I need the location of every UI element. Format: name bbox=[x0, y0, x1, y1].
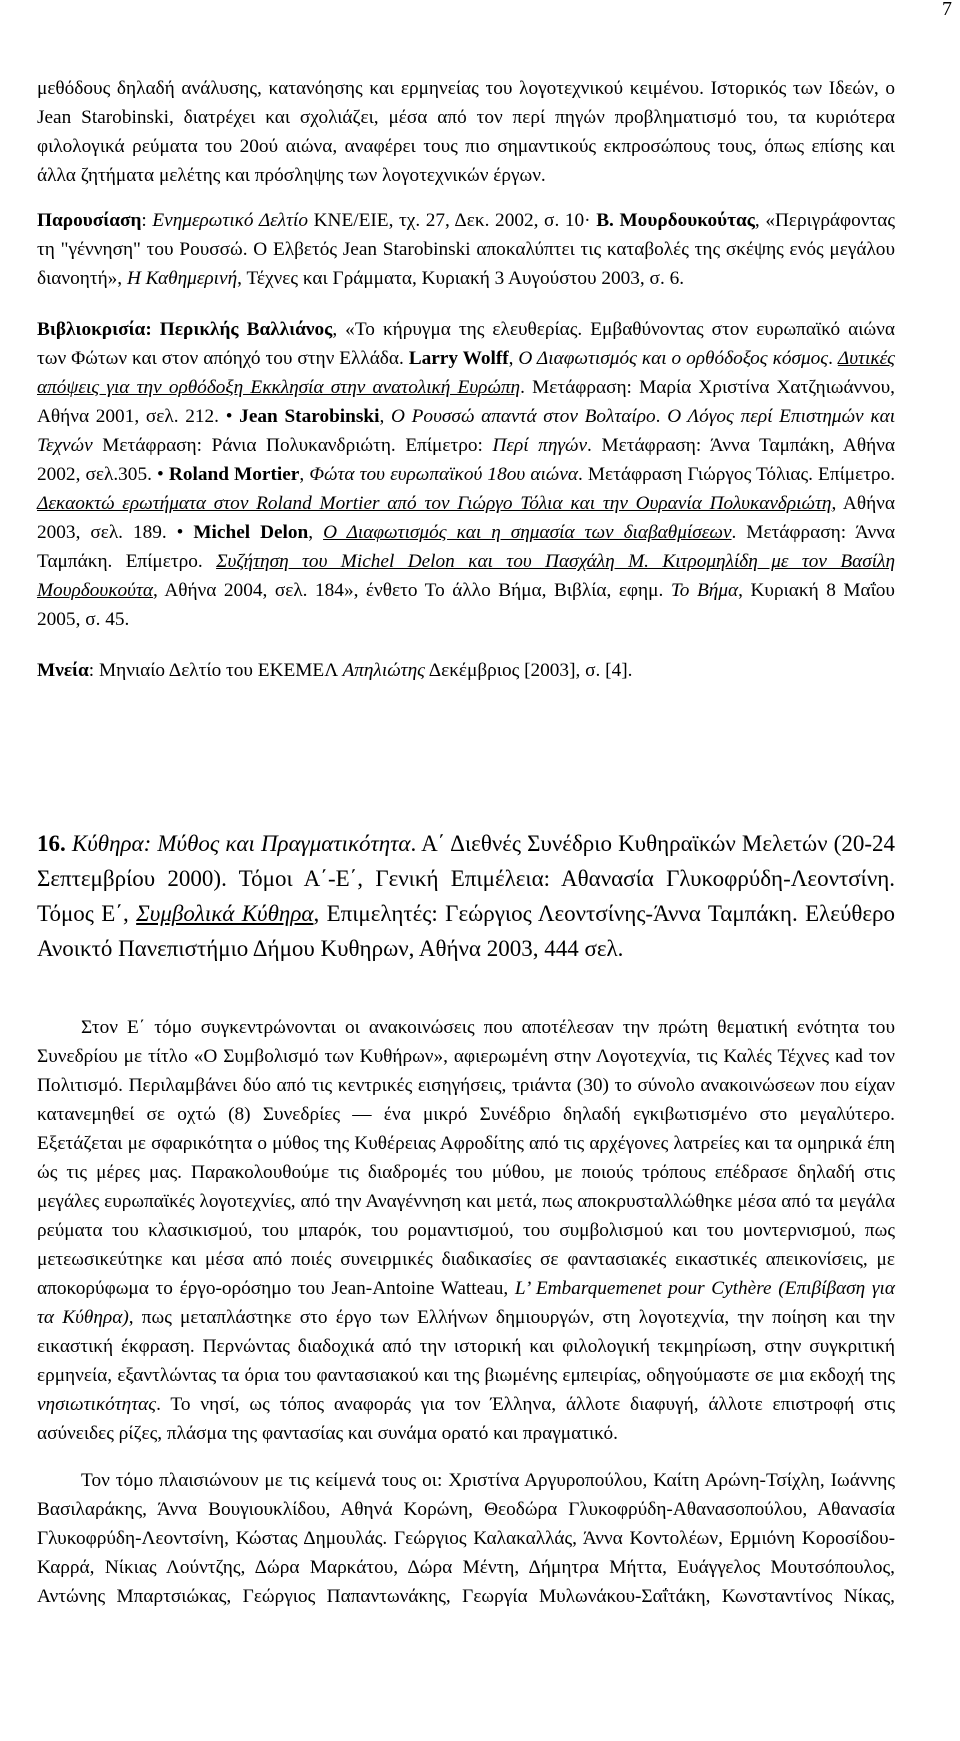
author-name: Jean Starobinski bbox=[239, 406, 380, 427]
journal-title: Απηλιώτης bbox=[342, 660, 425, 681]
author-name: Roland Mortier bbox=[168, 464, 300, 485]
presentation-label: Παρουσίαση bbox=[37, 210, 142, 231]
book-title: Περί πηγών bbox=[492, 435, 588, 456]
page-number: 7 bbox=[942, 0, 952, 20]
author-name: Michel Delon bbox=[193, 522, 309, 543]
volume-title: Συμβολικά Κύθηρα bbox=[136, 901, 314, 926]
newspaper-title: Η Καθημερινή bbox=[126, 268, 238, 289]
paragraph-starobinski: μεθόδους δηλαδή ανάλυσης, κατανόησης και ερμηνείας του λογοτεχνικού κειμένου. Ιστορικός των Ιδεών, ο Jean Starobinski, διατρέχει και σχολιάζει, μέσα από τον περί πηγών προβληματισμό του, τα κυριότερα φιλολογικά ρεύματα του 20ού αιώνα, αναφέρει τους πιο σημαντικούς εκπροσώπους τους, όπως επίσης και άλλα ζητήματα μελέτης και πρόσληψης των λογοτεχνικών έργων. bbox=[37, 78, 895, 186]
mention-label: Μνεία bbox=[37, 660, 89, 681]
paragraph-mention: Μνεία: Μηνιαίο Δελτίο του ΕΚΕΜΕΛ Απηλιώτης Δεκέμβριος [2003], σ. [4]. bbox=[37, 660, 633, 681]
paragraph-volume-summary: Στον Ε΄ τόμο συγκεντρώνονται οι ανακοινώσεις που αποτέλεσαν την πρώτη θεματική ενότητα του Συνεδρίου με τίτλο «Ο Συμβολισμό των Κυθήρων», αφιερωμένη στην Λογοτεχνία, τις Καλές Τέχνες κad τον Πολιτισμό. Περιλαμβάνει δύο από τις κεντρικές εισηγήσεις, τριάντα (30) το σύνολο ανακοινώσεων που είχαν κατανεμηθεί σε οχτώ (8) Συνεδρίες — ένα μικρό Συνέδριο δηλαδή εγκιβωτισμένο στο μεγαλύτερο. Εξετάζεται με σφαρικότητα ο μύθος της Κυθέρειας Αφροδίτης από τις αρχέγονες λατρείες και τα ομηρικά έπη ώς τις μέρες μας. Παρακολουθούμε τις διαδρομές του μύθου, με ποιούς τρόπους επέδρασε δηλαδή στις μεγάλες ευρωπαϊκές λογοτεχνίες, από την Αναγέννηση και μετά, πως αποκρυσταλλώθηκε μέσα από τα μεγάλα ρεύματα του κλασικισμού, του μπαρόκ, του ρομαντισμού, του συμβολισμού και του μοντερνισμού, πως μετεωσικεύτηκε και μέσα από ποιές συνειρμικές διαδικασίες σε φαντασιακές εικαστικές απεικονίσεις, με αποκορύφωμα το έργο-ορόσημο του Jean-Antoine Watteau, L’ Embarquemenet pour Cythère (Επιβίβαση για τα Κύθηρα), πως μεταπλάστηκε στο έργο των Ελλήνων δημιουργών, στη λογοτεχνία, την ποίηση και την εικαστική έκφραση. Περνώντας διαδοχικά από την ιστορική και φιλολογική τεκμηρίωση, στην συγκριτική ερμηνεία, εξαντλώντας τα όρια του φαντασιακού και της βιωμένης εμπειρίας, οδηγούμαστε σε μια εκδοχή της νησιωτικότητας. Το νησί, ως τόπος αναφοράς για τον Έλληνα, άλλοτε διαφυγή, άλλοτε επιστροφή στις ασύνειδες ρίζες, πλάσμα της φαντασίας και συνάμα ορατό και πραγματικό. bbox=[37, 1017, 895, 1444]
book-title: Φώτα του ευρωπαϊκού 18ου αιώνα bbox=[309, 464, 578, 485]
book-title: Ο Διαφωτισμός και η σημασία των διαβαθμίσεων bbox=[323, 522, 732, 543]
book-title: Ο Διαφωτισμός και ο ορθόδοξος κόσμος bbox=[518, 348, 829, 369]
book-subtitle: Δυτικές απόψεις για την ορθόδοξη Εκκλησία στην ανατολική Ευρώπη bbox=[37, 348, 895, 398]
journal-title: Ενημερωτικό Δελτίο bbox=[152, 210, 309, 231]
artwork-title: L’ Embarquemenet pour Cythère (Επιβίβαση για τα Κύθηρα) bbox=[37, 1278, 895, 1328]
author-name: Larry Wolff bbox=[408, 348, 509, 369]
book-title: Συζήτηση του Michel Delon και του Πασχάλη Μ. Κιτρομηλίδη με τον Βασίλη Μουρδουκούτα bbox=[37, 551, 896, 601]
key-term: νησιωτικότητας bbox=[37, 1394, 157, 1415]
paragraph-contributors: Τον τόμο πλαισιώνουν με τις κείμενά τους οι: Χριστίνα Αργυροπούλου, Καίτη Αρώνη-Τσίχλη, Ιωάννης Βασιλαράκης, Άννα Βουγιουκλίδου, Αθηνά Κορώνη, Θεοδώρα Γλυκοφρύδη-Αθανασοπούλου, Αθανασία Γλυκοφρύδη-Λεοντσίνη, Κώστας Δημουλάς. Γεώργιος Καλακαλλάς, Άννα Κοντολέων, Ερμιόνη Κοροσίδου-Καρρά, Νίκιας Λούντζης, Δώρα Μαρκάτου, Δώρα Μέντη, Δήμητρα Μήττα, Ευάγγελος Μουτσόπουλος, Αντώνης Μπαρτσιώκας, Γεώργιος Παπαντωνάκης, Γεωργία Μυλωνάκου-Σαΐτάκη, Κωνσταντίνος Νίκας, bbox=[37, 1470, 895, 1607]
entry-title: Κύθηρα: Μύθος και Πραγματικότητα bbox=[71, 831, 411, 856]
main-text bbox=[37, 74, 895, 685]
book-title: Ο Ρουσσώ απαντά στον Βολταίρο bbox=[391, 406, 656, 427]
author-name: Β. Μουρδουκούτας bbox=[596, 210, 755, 231]
newspaper-title: Το Βήμα bbox=[670, 580, 739, 601]
book-title: Δεκαοκτώ ερωτήματα στον Roland Mortier από τον Γιώργο Τόλια και την Ουρανία Πολυκανδριώτη bbox=[37, 493, 832, 514]
review-label: Βιβλιοκρισία: Περικλής Βαλλιάνος bbox=[37, 319, 333, 340]
bibliography-entry-16: 16. Κύθηρα: Μύθος και Πραγματικότητα. Α΄ Διεθνές Συνέδριο Κυθηραϊκών Μελετών (20-24 Σεπτεμβρίου 2000). Τόμοι Α΄-Ε΄, Γενική Επιμέλεια: Αθανασία Γλυκοφρύδη-Λεοντσίνη. Τόμος Ε΄, Συμβολικά Κύθηρα, Επιμελητές: Γεώργιος Λεοντσίνης-Άννα Ταμπάκη. Ελεύθερο Ανοικτό Πανεπιστήμιο Δήμου Κυθηρων, Αθήνα 2003, 444 σελ. bbox=[37, 831, 895, 961]
paragraph-book-review: Βιβλιοκρισία: Περικλής Βαλλιάνος, «Το κήρυγμα της ελευθερίας. Εμβαθύνοντας στον ευρωπαϊκό αιώνα των Φώτων και στον απόηχό του στην Ελλάδα. Larry Wolff, Ο Διαφωτισμός και ο ορθόδοξος κόσμος. Δυτικές απόψεις για την ορθόδοξη Εκκλησία στην ανατολική Ευρώπη. Μετάφραση: Μαρία Χριστίνα Χατζηιωάννου, Αθήνα 2001, σελ. 212. • Jean Starobinski, Ο Ρουσσώ απαντά στον Βολταίρο. Ο Λόγος περί Επιστημών και Τεχνών Μετάφραση: Ράνια Πολυκανδριώτη. Επίμετρο: Περί πηγών. Μετάφραση: Άννα Ταμπάκη, Αθήνα 2002, σελ.305. • Roland Mortier, Φώτα του ευρωπαϊκού 18ου αιώνα. Μετάφραση Γιώργος Τόλιας. Επίμετρο. Δεκαοκτώ ερωτήματα στον Roland Mortier από τον Γιώργο Τόλια και την Ουρανία Πολυκανδριώτη, Αθήνα 2003, σελ. 189. • Michel Delon, Ο Διαφωτισμός και η σημασία των διαβαθμίσεων. Μετάφραση: Άννα Ταμπάκη. Επίμετρο. Συζήτηση του Michel Delon και του Πασχάλη Μ. Κιτρομηλίδη με τον Βασίλη Μουρδουκούτα, Αθήνα 2004, σελ. 184», ένθετο Το άλλο Βήμα, Βιβλία, εφημ. Το Βήμα, Κυριακή 8 Μαΐου 2005, σ. 45. bbox=[37, 319, 896, 630]
paragraph-presentation: Παρουσίαση: Ενημερωτικό Δελτίο ΚΝΕ/ΕΙΕ, τχ. 27, Δεκ. 2002, σ. 10· Β. Μουρδουκούτας, «Περιγράφοντας τη "γέννηση" του Ρουσσώ. Ο Ελβετός Jean Starobinski αποκαλύπτει τις καταβολές της σκέψης ενός μεγάλου διανοητή», Η Καθημερινή, Τέχνες και Γράμματα, Κυριακή 3 Αυγούστου 2003, σ. 6. bbox=[37, 210, 896, 289]
entry-description bbox=[37, 1013, 895, 1611]
book-title: Ο Λόγος περί Επιστημών και Τεχνών bbox=[37, 406, 896, 456]
entry-number: 16. bbox=[37, 831, 66, 856]
